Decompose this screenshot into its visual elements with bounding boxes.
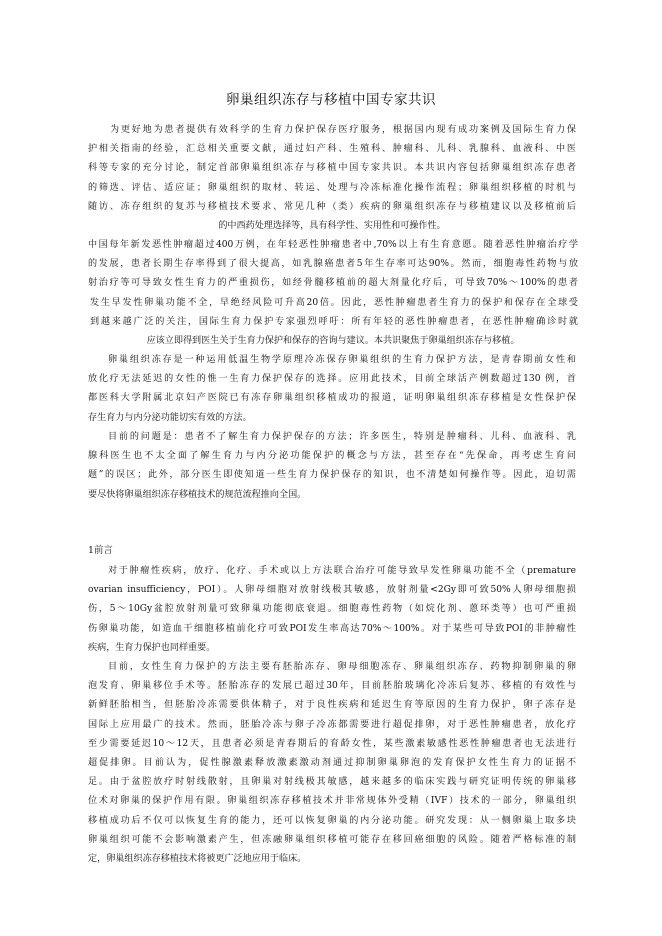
paragraph-line: 移植成功后不仅可以恢复生育的能力，还可以恢复卵巢的内分泌功能。研究发现：从一侧卵巢上取多块 — [88, 815, 576, 826]
paragraph-line: 足。由于盆腔放疗时射线散射，且卵巢对射线极其敏感，越来越多的临床实践与研究证明传统的卵巢移 — [88, 777, 576, 788]
intro-line: 的发展，患者长期生存率得到了很大提高，如乳腺癌患者5年生存率可达90%。然而，细胞毒性药物与放 — [88, 259, 578, 270]
paragraph-line: 卵巢组织可能不会影响激素产生，但冻融卵巢组织移植可能存在移回癌细胞的风险。随着严格标准的制 — [88, 834, 576, 845]
abstract-line: 科等专家的充分讨论，制定首部卵巢组织冻存与移植中国专家共识。本共识内容包括卵巢组织冻存患者 — [88, 163, 576, 174]
paragraph-line: 位术对卵巢的保护作用有限。卵巢组织冻存移植技术并非常规体外受精（IVF）技术的一部分，卵巢组织 — [88, 796, 576, 807]
paragraph-line: 题”的误区；此外，部分医生即使知道一些生育力保护保存的知识，也不清楚如何操作等。因此，迫切需 — [88, 470, 576, 481]
paragraph-line: 腺科医生也不太全面了解生育力与内分泌功能保护的概念与方法，甚至存在“先保命，再考虑生育问 — [88, 451, 576, 462]
paragraph-line: 放化疗无法延迟的女性的惟一生育力保护保存的选择。应用此技术，目前全球活产例数超过130 例，首 — [88, 374, 576, 385]
paragraph-line: 国际上应用最广的技术。然而，胚胎冷冻与卵子冷冻都需要进行超促排卵，对于恶性肿瘤患者，放化疗 — [88, 719, 576, 730]
section-paragraph — [88, 658, 576, 869]
paragraph-line: 至少需要延迟10～12天，且患者必须是青春期后的育龄女性，某些激素敏感性恶性肿瘤患者也无法进行 — [88, 738, 576, 749]
paragraph-line: 超促排卵。目前认为，促性腺激素释放激素激动剂通过抑制卵巢卵泡的发育保护女性生育力的证据不 — [88, 758, 576, 769]
paragraph-line: 定，卵巢组织冻存移植技术将被更广泛地应用于临床。 — [88, 854, 307, 865]
paragraph-line: 伤，5～10Gy盆腔放射剂量可致卵巢功能彻底衰退。细胞毒性药物（如烷化剂、蒽环类等）也可严重损 — [88, 604, 576, 615]
section-heading: 1前言 — [88, 545, 113, 556]
abstract-paragraph — [88, 121, 576, 236]
intro-paragraph — [88, 236, 578, 351]
paragraph-line: 对于肿瘤性疾病，放疗、化疗、手术或以上方法联合治疗可能导致早发性卵巢功能不全（premature — [108, 566, 576, 576]
intro-line: 射治疗等可导致女性生育力的严重损伤，如经骨髓移植前的超大剂量化疗后，可导致70%～100%的患者 — [88, 278, 578, 289]
cryopreservation-paragraph — [88, 351, 576, 428]
paragraph-line: 疾病，生育力保护也同样重要。 — [88, 642, 216, 653]
paragraph-line: 存生育力与内分泌功能切实有效的方法。 — [88, 412, 252, 423]
section-paragraph — [88, 562, 576, 658]
paragraph-line: 伤卵巢功能，如造血干细胞移植前化疗可致POI发生率高达70%～100%。对于某些可导致POI的非肿瘤性 — [88, 623, 576, 634]
intro-line: 应该立即得到医生关于生育力保护和保存的咨询与建议。本共识聚焦于卵巢组织冻存与移植。 — [146, 336, 520, 347]
abstract-line: 为更好地为患者提供有效科学的生育力保护保存医疗服务，根据国内现有成功案例及国际生育力保 — [110, 125, 576, 135]
paragraph-line: 目前的问题是：患者不了解生育力保护保存的方法；许多医生，特别是肿瘤科、儿科、血液科、乳 — [108, 432, 576, 442]
paragraph-line: 新鲜胚胎相当，但胚胎冷冻需要供体精子，对于良性疾病和延迟生育等原因的生育力保护，卵子冻存是 — [88, 700, 576, 711]
abstract-line: 护相关指南的经验，汇总相关重要文献，通过妇产科、生殖科、肿瘤科、儿科、乳腺科、血液科、中医 — [88, 144, 576, 155]
paragraph-line: ovarian insufficiency，POI）。人卵母细胞对放射线极其敏感，放射剂量<2Gy即可致50%人卵母细胞损 — [88, 585, 576, 596]
intro-line: 中国每年新发恶性肿瘤超过400万例，在年轻恶性肿瘤患者中,70%以上有生育意愿。随着恶性肿瘤治疗学 — [88, 240, 578, 250]
paragraph-line: 要尽快将卵巢组织冻存移植技术的规范流程推向全国。 — [88, 489, 307, 500]
paragraph-line: 卵巢组织冻存是一种运用低温生物学原理冷冻保存卵巢组织的生育力保护方法，是青春期前女性和 — [108, 355, 576, 365]
paragraph-line: 目前，女性生育力保护的方法主要有胚胎冻存、卵母细胞冻存、卵巢组织冻存、药物抑制卵巢的卵 — [108, 662, 576, 672]
intro-line: 到越来越广泛的关注，国际生育力保护专家强烈呼吁：所有年轻的恶性肿瘤患者，在恶性肿瘤确诊时就 — [90, 316, 578, 327]
paragraph-line: 泡发育、卵巢移位手术等。胚胎冻存的发展已超过30年，目前胚胎玻璃化冷冻后复苏、移植的有效性与 — [88, 681, 576, 692]
abstract-line: 的筛选、评估、适应证；卵巢组织的取材、转运、处理与冷冻标准化操作流程；卵巢组织移植的时机与 — [88, 182, 576, 193]
intro-line: 发生早发性卵巢功能不全，早绝经风险可升高20倍。因此，恶性肿瘤患者生育力的保护和保存在全球受 — [90, 297, 578, 308]
paragraph-line: 都医科大学附属北京妇产医院已有冻存卵巢组织移植成功的报道，证明卵巢组织冻存移植是女性保护保 — [88, 393, 576, 404]
document-title: 卵巢组织冻存与移植中国专家共识 — [226, 92, 436, 108]
problem-paragraph — [88, 428, 576, 505]
abstract-line: 的中西药处理选择等，具有科学性、实用性和可操作性。 — [218, 221, 446, 232]
abstract-line: 随访、冻存组织的复苏与移植技术要求、常见几种（类）疾病的卵巢组织冻存与移植建议以及移植前后 — [88, 201, 576, 212]
